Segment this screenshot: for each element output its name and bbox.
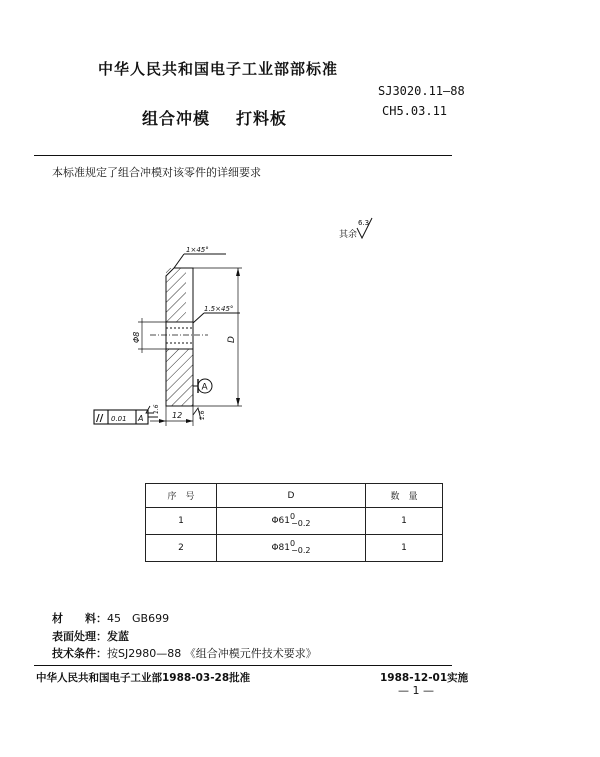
d-main: Φ61: [271, 516, 290, 526]
row-d: [217, 508, 366, 535]
chamfer-hole-label: 1.5×45°: [204, 305, 234, 313]
d-value: [271, 539, 311, 555]
surface-value: 发蓝: [107, 630, 129, 643]
intro-text: 本标准规定了组合冲模对该零件的详细要求: [52, 166, 261, 179]
d-value: [271, 512, 311, 528]
outer-diameter-dimension: [193, 268, 242, 406]
header-rule: [34, 155, 452, 156]
footer-rule: [34, 665, 452, 666]
part-section: [150, 268, 208, 406]
parameter-table: [145, 483, 443, 562]
chamfer-top-label: 1×45°: [186, 246, 209, 254]
table-row: [146, 508, 443, 535]
face-roughness-label: 1.6: [199, 410, 206, 420]
roughness-symbol-general: [339, 218, 372, 240]
header-d: D: [217, 484, 366, 508]
row-qty: 1: [366, 508, 443, 535]
technical-conditions-note: [52, 645, 317, 661]
roughness-value: 6.3: [358, 219, 370, 227]
tolerance-symbol: //: [96, 413, 104, 424]
tech-label: 技术条件：: [52, 647, 107, 660]
row-no: 1: [146, 508, 217, 535]
standard-code-sj: SJ3020.11—88: [378, 84, 465, 98]
table-row: [146, 535, 443, 562]
tolerance-value: 0.01: [111, 415, 127, 423]
d-lower: −0.2: [291, 519, 311, 528]
hole-diameter-dimension: [132, 318, 166, 353]
tolerance-datum: A: [138, 414, 144, 423]
implementation-date: 1988-12-01实施: [380, 672, 469, 684]
standard-code-ch: CH5.03.11: [382, 104, 448, 118]
document-title: [142, 106, 287, 129]
part-drawing: [80, 210, 380, 445]
d-lower: −0.2: [291, 546, 311, 555]
d-main: Φ81: [271, 543, 290, 553]
header-no: 序 号: [146, 484, 217, 508]
material-note: [52, 610, 169, 626]
parallelism-tolerance-frame: [94, 410, 158, 424]
tech-value: 按SJ2980—88 《组合冲模元件技术要求》: [107, 647, 317, 660]
approval-line: 中华人民共和国电子工业部1988-03-28批准: [36, 672, 251, 684]
page-number: — 1 —: [398, 684, 434, 697]
issuing-organization: 中华人民共和国电子工业部部标准: [98, 60, 339, 78]
datum-label: A: [201, 382, 208, 393]
material-label: 材 料：: [52, 612, 107, 625]
d-upper: 0: [290, 539, 296, 548]
datum-a-marker: [193, 379, 212, 393]
material-value: 45 GB699: [107, 612, 170, 625]
d-upper: 0: [290, 512, 296, 521]
roughness-prefix: 其余: [339, 230, 358, 240]
header-qty: 数 量: [366, 484, 443, 508]
bottom-roughness-label: 1.6: [153, 404, 160, 414]
diameter-label: D: [227, 336, 237, 343]
row-qty: 1: [366, 535, 443, 562]
chamfer-hole-callout: [193, 305, 240, 323]
title-part2: 打料板: [236, 109, 288, 128]
title-part1: 组合冲模: [142, 109, 211, 128]
surface-label: 表面处理：: [52, 630, 107, 643]
row-no: 2: [146, 535, 217, 562]
hole-diameter-label: Φ8: [132, 331, 141, 343]
row-d: [217, 535, 366, 562]
chamfer-top-callout: [174, 246, 226, 268]
thickness-label: 12: [172, 411, 183, 420]
surface-note: [52, 628, 129, 644]
table-header-row: [146, 484, 443, 508]
